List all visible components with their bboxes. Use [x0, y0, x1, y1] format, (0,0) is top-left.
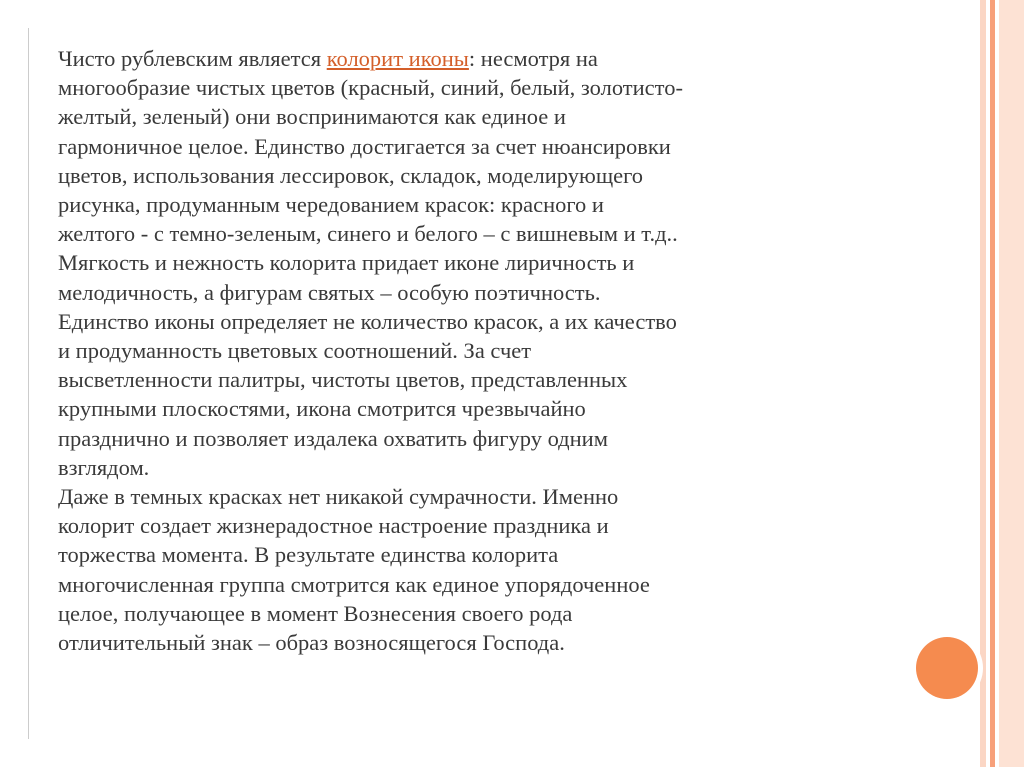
- decorative-stripes: [980, 0, 1024, 767]
- text-before-link: Чисто рублевским является: [58, 46, 327, 71]
- colorit-link[interactable]: колорит иконы: [326, 46, 469, 71]
- stripe-pale: [999, 0, 1024, 767]
- orange-circle-decoration: [916, 637, 978, 699]
- body-text: [58, 44, 878, 657]
- text-after-link: : несмотря на многообразие чистых цветов (красный, синий, белый, золотисто- желтый, зеленый) они воспринимаются как единое и гармоничное целое. Единство достигается за счет нюансировки цветов, использования лессировок, складок, моделирующего рисунка, продуманным чередованием красок: красного и желтого - с темно-зеленым, синего и белого – с вишневым и т.д.. Мягкость и нежность колорита придает иконе лиричность и мелодичность, а фигурам святых – особую поэтичность. Единство иконы определяет не количество красок, а их качество и продуманность цветовых соотношений. За счет высветленности палитры, чистоты цветов, представленных крупными плоскостями, икона смотрится чрезвычайно празднично и позволяет издалека охватить фигуру одним взглядом. Даже в темных красках нет никакой сумрачности. Именно колорит создает жизнерадостное настроение праздника и торжества момента. В результате единства колорита многочисленная группа смотрится как единое упорядоченное целое, получающее в момент Вознесения своего рода отличительный знак – образ возносящегося Господа.: [58, 46, 683, 656]
